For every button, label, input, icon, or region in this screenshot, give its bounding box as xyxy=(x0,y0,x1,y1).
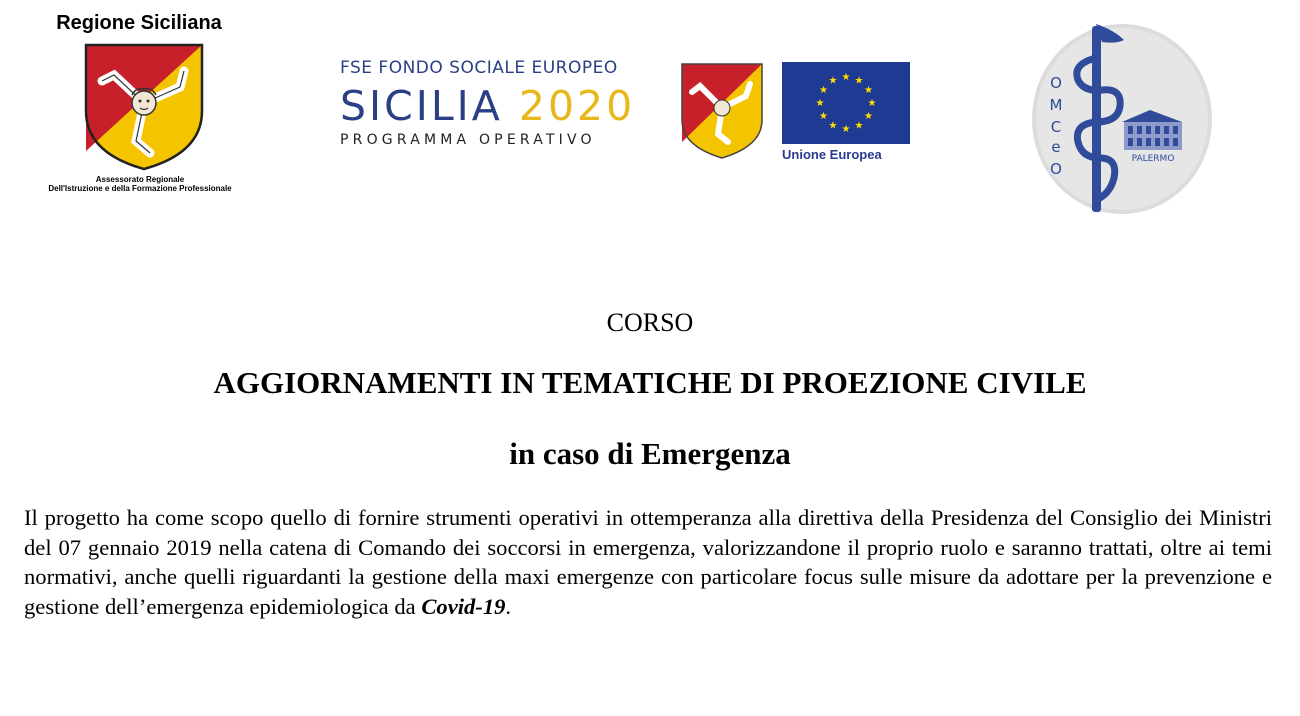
svg-text:e: e xyxy=(1051,138,1061,156)
regione-siciliana-logo xyxy=(38,12,258,193)
svg-text:O: O xyxy=(1050,74,1062,92)
svg-text:★: ★ xyxy=(864,85,873,96)
svg-text:★: ★ xyxy=(841,124,851,135)
course-title: AGGIORNAMENTI IN TEMATICHE DI PROEZIONE CIVILE xyxy=(213,365,1087,400)
department-line-1: Assessorato Regionale xyxy=(95,175,185,184)
svg-text:★: ★ xyxy=(828,75,838,87)
svg-text:★: ★ xyxy=(854,75,864,87)
eu-flag-icon xyxy=(782,62,910,144)
svg-text:★: ★ xyxy=(819,111,828,122)
eu-label: Unione Europea xyxy=(782,147,882,162)
svg-text:★: ★ xyxy=(828,120,838,132)
description-end: . xyxy=(505,593,512,619)
fse-line-3: PROGRAMMA OPERATIVO xyxy=(340,132,596,148)
svg-text:★: ★ xyxy=(864,111,873,122)
fse-line-2 xyxy=(340,82,670,130)
description-text: Il progetto ha come scopo quello di fornire strumenti operativi in ottemperanza alla direttiva della Presidenza del Consiglio dei Ministri del 07 gennaio 2019 nella catena di Comando dei soccorsi in emergenza, valorizzandone il proprio ruolo e saranno trattati, oltre ai temi normativi, anche quelli riguardanti la gestione della maxi emergenze con particolare focus sulle misure da adottare per la prevenzione e gestione dell’emergenza epidemiologica da xyxy=(24,505,1272,619)
fse-line-1: FSE FONDO SOCIALE EUROPEO xyxy=(340,58,618,78)
sicily-coat-of-arms-icon xyxy=(80,41,208,173)
omceo-palermo-logo xyxy=(1022,18,1212,218)
region-title: Regione Siciliana xyxy=(56,12,222,34)
svg-text:★: ★ xyxy=(819,85,828,96)
svg-text:★: ★ xyxy=(867,98,877,109)
svg-text:★: ★ xyxy=(815,98,825,109)
department-line-2: Dell'Istruzione e della Formazione Professionale xyxy=(48,184,232,193)
svg-text:★: ★ xyxy=(854,120,864,132)
fse-sicilia-2020-logo xyxy=(340,58,670,148)
course-subtitle: in caso di Emergenza xyxy=(509,436,791,471)
fse-year: 2020 xyxy=(518,82,636,130)
svg-text:★: ★ xyxy=(841,72,851,83)
omceo-letters xyxy=(1050,74,1063,178)
fse-sicilia: SICILIA xyxy=(340,82,503,130)
omceo-city: PALERMO xyxy=(1131,154,1175,164)
svg-text:C: C xyxy=(1050,118,1062,136)
svg-text:M: M xyxy=(1049,96,1063,114)
course-description xyxy=(24,503,1272,621)
svg-text:O: O xyxy=(1050,160,1062,178)
sicily-flag-icon xyxy=(680,62,764,160)
description-emphasis: Covid-19 xyxy=(421,593,506,619)
course-kicker: CORSO xyxy=(606,308,694,337)
